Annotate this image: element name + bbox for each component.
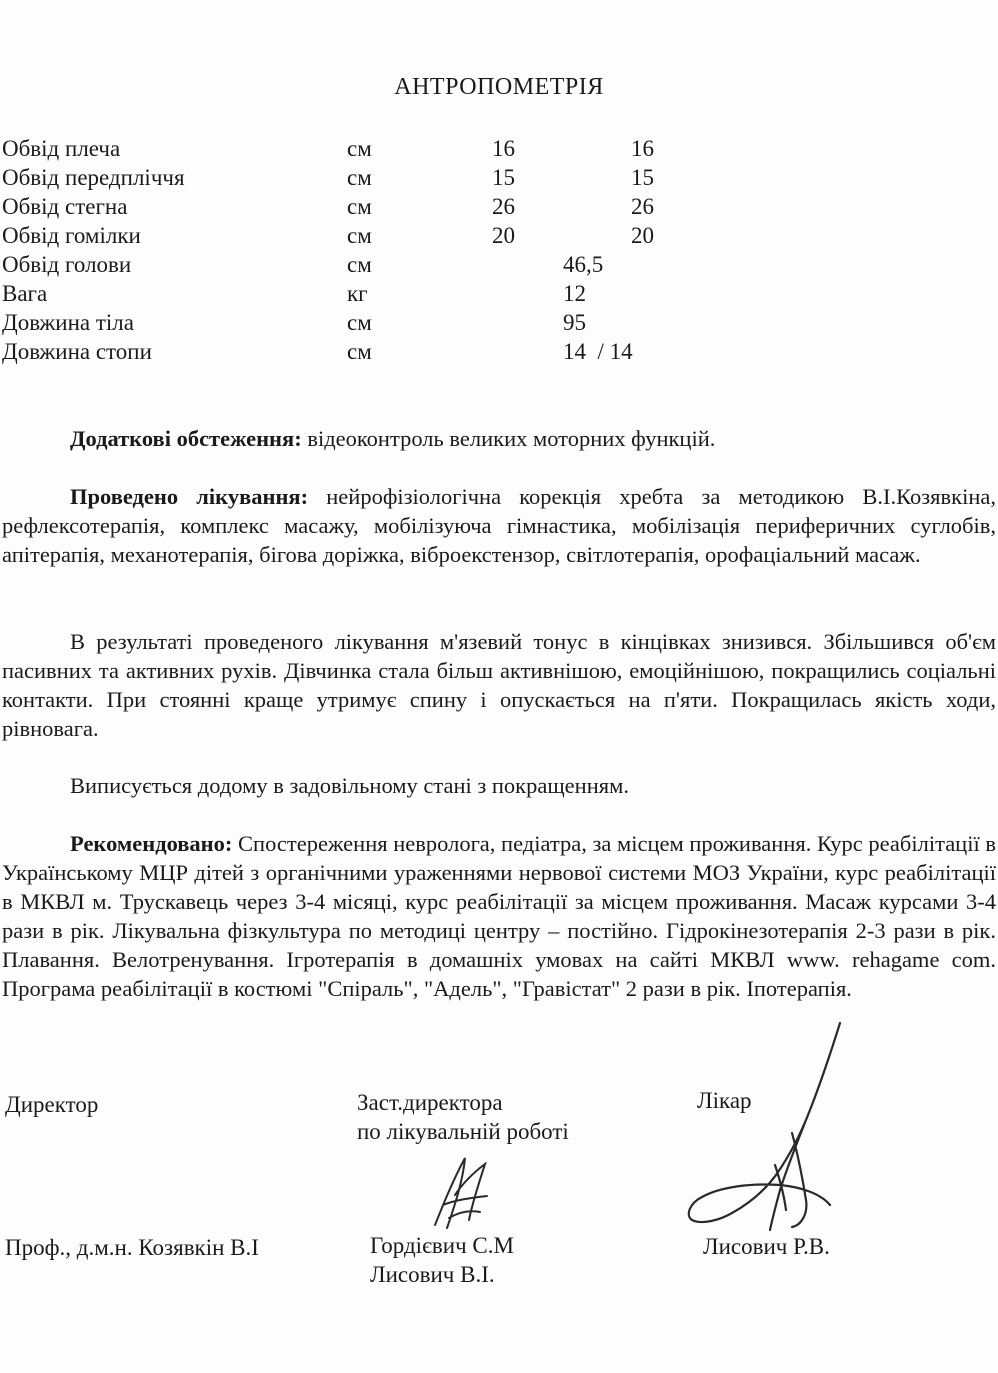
discharge-paragraph: Виписується додому в задовільному стані з покращенням. [70, 773, 629, 798]
measure-unit: см [347, 339, 372, 364]
anthro-row [0, 163, 998, 192]
measure-unit: см [347, 252, 372, 277]
additional-exams-text: відеоконтроль великих моторних функцій. [301, 426, 716, 451]
anthro-row [0, 192, 998, 221]
measure-right: 26 [631, 194, 654, 219]
recommendations-label: Рекомендовано: [70, 831, 233, 856]
measure-unit: см [347, 136, 372, 161]
treatment-paragraph [2, 482, 996, 569]
measure-name: Обвід передпліччя [2, 165, 185, 190]
measure-unit: кг [347, 281, 368, 306]
measure-unit: см [347, 223, 372, 248]
measure-value: 14 / 14 [563, 339, 633, 364]
measure-left: 26 [492, 194, 515, 219]
measure-name: Обвід голови [2, 252, 132, 277]
measure-name: Обвід гомілки [2, 223, 141, 248]
measure-value: 95 [563, 310, 586, 335]
measure-right: 15 [631, 165, 654, 190]
recommendations-text: Спостереження невролога, педіатра, за місцем проживання. Курс реабілітації в Українському МЦР дітей з органічними ураженнями нервової системи МОЗ України, курс реабілітації в МКВЛ м. Трускавець через 3-4 місяці, курс реабілітації за місцем проживання. Масаж курсами 3-4 рази в рік. Лікувальна фізкультура по методиці центру – постійно. Гідрокінезотерапія 2-3 рази в рік. Плавання. Велотренування. Ігротерапія в домашніх умовах на сайті МКВЛ www. rehagame com. Програма реабілітації в костюмі "Спіраль", "Адель", "Гравістат" 2 рази в рік. Іпотерапія. [2, 831, 996, 1001]
anthro-row [0, 337, 998, 366]
measure-unit: см [347, 310, 372, 335]
section-title: АНТРОПОМЕТРІЯ [394, 74, 604, 100]
treatment-text: нейрофізіологічна корекція хребта за методикою В.І.Козявкіна, рефлексотерапія, комплекс масажу, мобілізуюча гімнастика, мобілізація периферичних суглобів, апітерапія, механотерапія, бігова доріжка, віброекстензор, світлотерапія, орофаціальний масаж. [2, 484, 996, 567]
additional-exams-label: Додаткові обстеження: [70, 426, 302, 451]
recommendations-paragraph [2, 829, 996, 1003]
deputy-names [370, 1231, 514, 1289]
director-role: Директор [5, 1092, 99, 1117]
measure-value: 12 [563, 281, 586, 306]
measure-unit: см [347, 165, 372, 190]
measure-name: Вага [2, 281, 48, 306]
additional-exams-paragraph [2, 424, 996, 453]
anthro-row [0, 221, 998, 250]
anthro-row [0, 279, 998, 308]
deputy-role-line2: по лікувальній роботі [357, 1119, 569, 1144]
doctor-name: Лисович Р.В. [703, 1234, 830, 1259]
measure-name: Довжина стопи [2, 339, 152, 364]
measure-name: Обвід стегна [2, 194, 128, 219]
anthro-row [0, 134, 998, 163]
measure-left: 20 [492, 223, 515, 248]
measure-name: Обвід плеча [2, 136, 121, 161]
deputy-role-line1: Заст.директора [357, 1090, 503, 1115]
doctor-handwritten-signature [680, 1015, 860, 1245]
deputy-role [357, 1088, 569, 1146]
deputy-name-2: Лисович В.І. [370, 1262, 495, 1287]
measure-name: Довжина тіла [2, 310, 134, 335]
measure-left: 15 [492, 165, 515, 190]
measure-right: 16 [631, 136, 654, 161]
measure-left: 16 [492, 136, 515, 161]
treatment-label: Проведено лікування: [70, 484, 309, 509]
deputy-handwritten-signature [425, 1150, 495, 1235]
anthro-row [0, 250, 998, 279]
director-name: Проф., д.м.н. Козявкін В.І [5, 1235, 259, 1260]
measure-right: 20 [631, 223, 654, 248]
measure-value: 46,5 [563, 252, 604, 277]
deputy-name-1: Гордієвич С.М [370, 1233, 514, 1258]
anthro-row [0, 308, 998, 337]
doctor-role: Лікар [697, 1088, 752, 1113]
anthropometry-table [0, 134, 998, 366]
result-paragraph: В результаті проведеного лікування м'язевий тонус в кінцівках знизився. Збільшився об'єм пасивних та активних рухів. Дівчинка стала більш активнішою, емоційнішою, покращились соціальні контакти. При стоянні краще утримує спину і опускається на п'яти. Покращилась якість ходи, рівновага. [2, 629, 996, 741]
measure-unit: см [347, 194, 372, 219]
